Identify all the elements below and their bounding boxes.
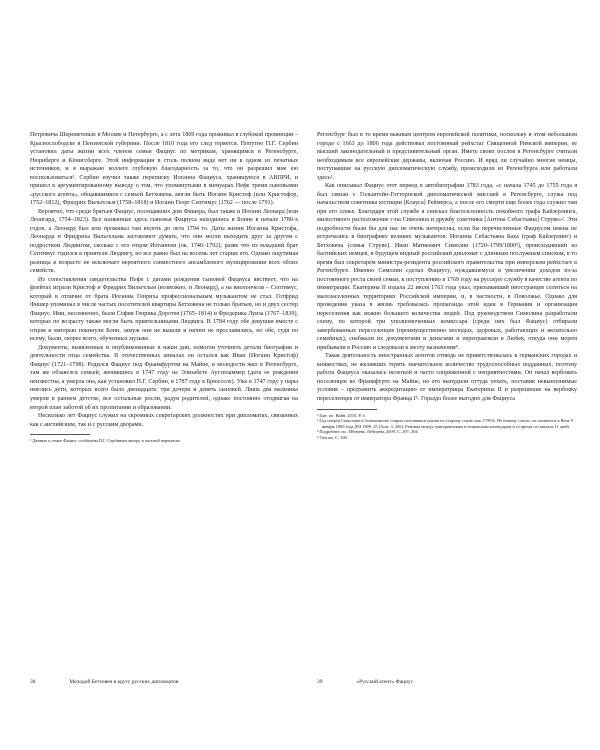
left-paragraph: Вероятно, что среди братьев Фациус, посещавших дом Фишера, был также и Иоганн Леонард (или Леонгард, 1754–1823). Все названные здесь сыновья Фациуса находились в Бонне в начале 1780-х годов, а Леонард был или проживал там вплоть до лета 1794 го. Даты жизни Иоганна Кристофа, Леонарда и Фридриха Вильгельма заставляют думать, что они могли выходить друг за другом с подростком Людвигом, сколько с его отцом Иоганном (ок. 1740–1792); разве что из младший брат Септимус годился в приятели Людвигу, но все равно был на восемь лет старше его. Однако ощутимая разница в возрасте не исключает вероятного совместного ансамблевого музицирования всех обоих семейств.	[30, 208, 298, 275]
right-paragraph: Такая деятельность иностранных агентов отнюдь не приветствовалась в германских городах и княжествах, не желавших терять значительное количество трудоспособных подданных, поэтому работа Фациуса оказалась нелегкой и часто сопряженной с неприятностями. Он начал вербовать поселенцев во Франкфурте на Майне, но его выпудили оттуда уехать, поставив невыполнимые условия – предъявить аккредитацию от императрицы Екатерины II и разрешение на вербовку переселенцев от императора Франца I⁵. Гораздо более выгодно для Фациуса	[317, 353, 577, 402]
footnote-divider	[30, 434, 90, 435]
left-page	[30, 131, 298, 444]
footnote-divider	[317, 409, 377, 410]
running-title: «Русский агент» Фациус	[356, 679, 414, 685]
right-footnote: ¹ Цит. по: Вайн, 2018, Р. 3.	[317, 412, 366, 418]
right-footer	[317, 679, 413, 686]
left-paragraph: Петровича Шереметевых в Москве и Петербурге, а с лета 1809 года проживал в глубокой провинции – Краснослободске в Пензенской губернии. После 1810 года его след теряется. Попутно П.Г. Сербин установил даты жизни всех членов семьи Фациус по метрикам, хранящимся в Регенсбурге, Нюрнберге и Кёнигсберге. Этой информации в столь полном виде нет ни в одном из печатных источников, и я выражаю коллеге глубокую благодарность за то, что он разрешил мне ею воспользоваться¹. Сербин изучил также переписку Иоганна Фациуса, хранящуюся в АВПРИ, и пришел к аргументированному выводу о том, что упомянутыми в мемуарах Нефе тремя сыновьями «русского агента», общавшимися с семьей Бетховена, могли быть Иоганн Кристоф (или Христофор, 1752–1812), Фридрих Вильгельм (1758–1818) и Иоганн Георг Септимус (1762 — после 1791).	[30, 132, 298, 207]
page-number: 38	[30, 679, 36, 685]
left-footer	[30, 679, 178, 686]
right-footnote: ⁴ Там же, С. 300.	[317, 434, 348, 440]
left-paragraph: Из сопоставления свидетельства Нефе с датами рождения сыновей Фациуса явствует, что на флейтах играли Кристоф и Фридрих Вильгельм (возможно, и Леонард), а на виолончели – Септимус, который в отличие от брата Иоганна Генриха профессиональным музыкантом не стал. Готфрид Фишер упоминал в числе частых посетителей квартиры Бетховена не только братьев, но и двух сестер Фациус. Ими, несомненно, были София Генрика Доротея (1765–1814) и Фредерика Луиза (1767–1839), которые по возрасту также могли быть приятельницами Людвига. В 1784 году обе девушки вместе с отцом и матерью покинули Бонн, замуж они не вышли и ничем не прославились, но обе, судя по всему, были, скорее всего, обученных музыке.	[30, 276, 299, 343]
right-footnote: ³ Подробнее см.: Ибнеева, Лебедева, 2009, С. 297–304.	[317, 429, 419, 434]
right-page	[317, 131, 577, 440]
left-footnote: ¹ Данные о семье Фациус сообщены П.Г. Сербиным автору в частной переписке.	[30, 438, 181, 444]
right-paragraph: Как описывал Фациус этот период в автобиографии 1783 года, «с начала 1745 до 1755 года я был связан с Гольштейн-Готторпской дипломатической миссией в Регенсбурге, служа под начальством советника юстиции [Клауса] Реймерса, а после его смерти еще более года служил там при его семье. Благодаря этой службе я снискал благосклонность покойного графа Кайзерлинга, милостивого расположение г-на Симолина и дружбу советника [Антона Себастьяна] Струве»². Эти подробности были бы для нас не очень интересны, если бы перечисленные Фациусом имена не встречались в биографиях великих музыкантов: Иоганна Себастьяна Баха (граф Кайзерлинг) и Бетховена (семья Струве). Иван Матвеевич Симолин (1720–1799/1800³), происходивший из балтийских немцев, в будущем видный российский дипломат с длинным послужным списком, в то время был секретарем министра-резидента российского правительства при имперском рейхстаге в Регенсбурге. Именно Симолин сделал Фациусу, нуждавшемуся в увеличении доходов из-за постоянного роста своей семьи, к поступлению в 1769 году на русскую службу в качестве агента по иммиграции. Екатерина II издала 22 июля 1763 года указ, призывавший иностранцев селиться на малозаселенных территориях Российской империи, и, в частности, в Поволжье. Однако для проведения указа в жизнь требовалась пропаганда этой идеи в Германии и организация переселения как можно большего количества людей. Под руководством Симолина разработали схему, по которой три уполномоченных комиссара (среди них был Фациус) отбирали завербованных переселенцев (преимущественно молодых, здоровых, работающих и желательно семейных), снабжали их документами и деньгами и переправляли в Любек, откуда они морем прибывали в Россию и следовали к месту назначения⁴.	[317, 183, 577, 351]
left-paragraph: Документы, выявленные и опубликованные в наши дни, помогли уточнить детали биографии и деятельности отца семейства. В отечественных анналах он остался как Иван (Иоганн Кристоф) Фациус (1721–1798). Родился Фациус под Франкфуртом на Майне, в молодости жил в Регенсбурге, там же обзавелся семьей, женившись в 1747 году на Элизабете Аугзпламмер (дата ее рождения неизвестна, а умерла она, как установил П.Г. Сербин, в 1787 году в Брюсселе). Уже в 1747 году у пары имелись дети, которых всего было двенадцать: три дочери и девять сыновей. Лишь два мальчика умерли в раннем детстве, все остальные росли, радуя родителей, однако постоянно отодвигая на второй план заботой об их пропитании и образовании.	[30, 344, 298, 411]
right-footnote: ² Год смерти Симолина в большинстве старых источников указан по старому стилю как 1799-й. По новому стилю, он скончался в Вене 9 января 1800 года (ВЗ 1809, 25 [Ашт. 3, 266). Разница между григорианским и юлианским календарем в то время составляла 11 дней.	[317, 418, 574, 429]
right-paragraph: Регенсбург был в то время важным центром европейской политики, поскольку в этом небольшом городе с 1663 до 1806 года действовал постоянный рейхстаг Священной Римской империи, ее высший законодательный и представительный орган. Иметь своих послов в Регенсбурге считали необходимым все европейские державы, включая Россию. И вряд ли случайно многие немцы, поступавшие на русскую дипломатическую службу, происходили из Регенсбурга или работали здесь¹.	[317, 132, 577, 181]
left-paragraph: Несколько лет Фациус служил на скромных секретарских должностях при дипломатах, связанных как с английским, так и с русским дворами.	[30, 413, 298, 428]
running-title: Молодой Бетховен в кругу русских дипломатов	[69, 679, 179, 685]
page-number: 39	[317, 679, 323, 685]
